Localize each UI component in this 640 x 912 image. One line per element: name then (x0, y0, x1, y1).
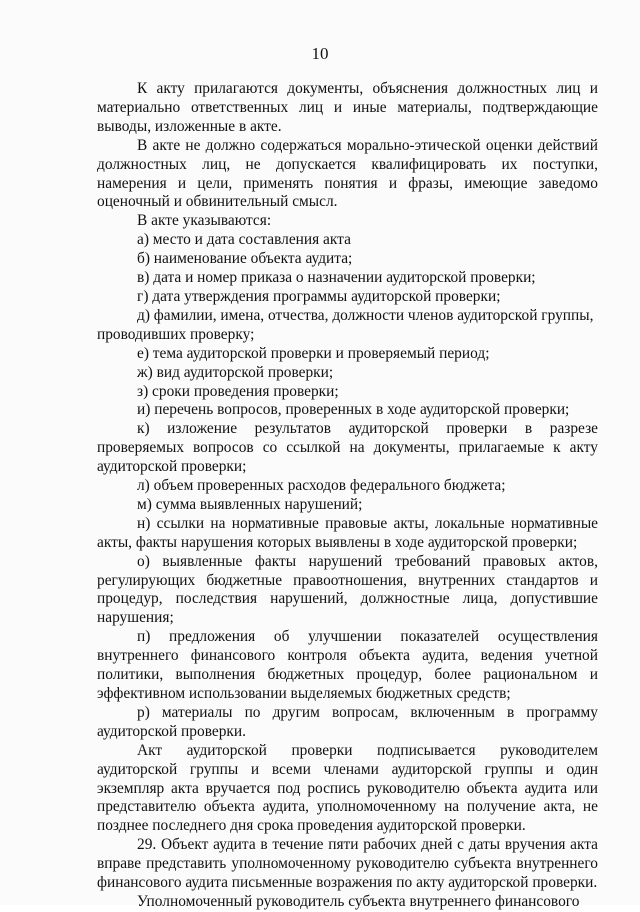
list-item-e: е) тема аудиторской проверки и проверяемый период; (137, 344, 490, 362)
list-item-i: и) перечень вопросов, проверенных в ходе аудиторской проверки; (137, 401, 570, 419)
list-item-z: з) сроки проведения проверки; (137, 382, 339, 400)
list-item-b: б) наименование объекта аудита; (137, 250, 353, 268)
list-item-m: м) сумма выявленных нарушений; (137, 495, 363, 513)
paragraph-ethics: В акте не должно содержаться морально-этической оценки действий должностных лиц, не допускается квалифицировать их поступки, намерения и цели, применять понятия и фразы, имеющие заведомо оценочный и обвинительный смысл. (97, 136, 598, 211)
paragraph-act-signing: Акт аудиторской проверки подписывается руководителем аудиторской группы и всеми членами аудиторской группы и один экземпляр акта вручается под роспись руководителю объекта аудита или представителю объекта аудита, уполномоченному на получение акта, не позднее последнего дня срока проведения аудиторской проверки. (97, 741, 598, 835)
list-item-p: п) предложения об улучшении показателей осуществления внутреннего финансового контроля объекта аудита, ведения учетной политики, выполнения бюджетных процедур, более рациональном и эффективном использовании выделяемых бюджетных средств; (97, 628, 598, 702)
list-item-a: а) место и дата составления акта (137, 231, 351, 249)
list-item-g: г) дата утверждения программы аудиторской проверки; (137, 287, 501, 305)
list-item-zh: ж) вид аудиторской проверки; (137, 363, 334, 381)
paragraph-attachments: К акту прилагаются документы, объяснения должностных лиц и материально ответственных лиц и иные материалы, подтверждающие выводы, изложенные в акте. (97, 80, 598, 135)
list-item-k: к) изложение результатов аудиторской проверки в разрезе проверяемых вопросов со ссылкой на документы, прилагаемые к акту аудиторской проверки; (97, 420, 598, 476)
list-item-v: в) дата и номер приказа о назначении аудиторской проверки; (137, 269, 536, 287)
document-body (97, 80, 598, 912)
list-item-r: р) материалы по другим вопросам, включенным в программу аудиторской проверки. (97, 703, 598, 740)
list-item-d: д) фамилии, имена, отчества, должности членов аудиторской группы, проводивших проверку; (97, 306, 594, 343)
list-item-n: н) ссылки на нормативные правовые акты, локальные нормативные акты, факты нарушения которых выявлены в ходе аудиторской проверки; (97, 514, 598, 551)
page-number: 10 (311, 44, 329, 63)
paragraph-act-contents-intro: В акте указываются: (137, 212, 272, 230)
paragraph-clause-29: 29. Объект аудита в течение пяти рабочих дней с даты вручения акта вправе представить уполномоченному руководителю субъекта внутреннего финансового аудита письменные возражения по акту аудиторской проверки. (97, 836, 598, 892)
list-item-o: о) выявленные факты нарушений требований правовых актов, регулирующих бюджетные правоотношения, внутренних стандартов и процедур, последствия нарушений, должностные лица, допустившие нарушения; (97, 552, 598, 627)
paragraph-authorized-head: Уполномоченный руководитель субъекта внутреннего финансового (137, 892, 580, 910)
list-item-l: л) объем проверенных расходов федерального бюджета; (137, 477, 506, 495)
